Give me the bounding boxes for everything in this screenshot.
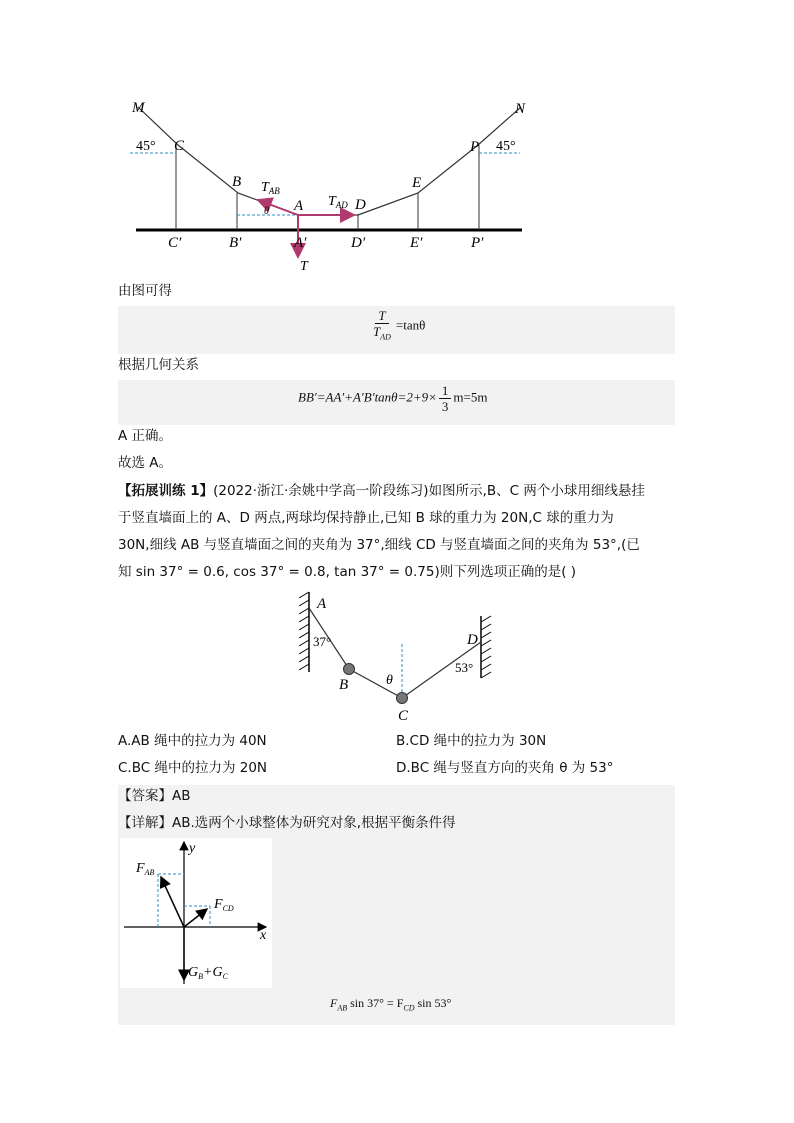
fig3-label-fcd: $F_{CD}$ — [214, 897, 234, 913]
option-c[interactable]: C.BC 绳中的拉力为 20N — [118, 760, 268, 776]
fig2-theta: θ — [386, 673, 393, 688]
problem-line-3: 30N,细线 AB 与竖直墙面之间的夹角为 37°,细线 CD 与竖直墙面之间的夹角为 53°,(已 — [118, 537, 640, 553]
label-D: D — [355, 197, 366, 213]
equation-force-balance: $F_{AB}$ $\sin 37^\circ = F_{CD}$ sin 53° — [330, 996, 452, 1013]
fig2-label-C: C — [398, 708, 409, 724]
detail-text: 【详解】AB.选两个小球整体为研究对象,根据平衡条件得 — [118, 815, 456, 831]
fig3-label-y: y — [189, 841, 196, 856]
text-choose-a: 故选 A。 — [118, 455, 173, 471]
fig2-angle-53: 53° — [455, 660, 474, 675]
fig3-label-x: x — [260, 928, 267, 943]
label-P: P — [470, 139, 480, 155]
label-A: A — [294, 198, 304, 214]
text-a-correct: A 正确。 — [118, 428, 173, 444]
label-Cp: C′ — [168, 235, 182, 251]
label-Pp: P′ — [471, 235, 484, 251]
fig3-label-g: $G_B+G_C$ — [188, 965, 228, 981]
figure-force-diagram — [120, 838, 272, 988]
fig3-label-fab: $F_{AB}$ — [136, 861, 155, 877]
angle-left-45: 45° — [136, 139, 156, 154]
text-from-figure: 由图可得 — [118, 283, 172, 299]
label-theta: θ — [264, 206, 269, 217]
label-C: C — [174, 138, 185, 154]
equation-tension-ratio: $\frac{T}{T_{AD}}$ =tanθ — [373, 308, 426, 342]
problem-line-4: 知 sin 37° = 0.6, cos 37° = 0.8, tan 37° = 0.75)则下列选项正确的是( ) — [118, 564, 577, 580]
label-Ap: A′ — [294, 235, 307, 251]
angle-right-45: 45° — [496, 139, 516, 154]
label-t: T — [300, 259, 308, 274]
label-Bp: B′ — [229, 235, 242, 251]
answer-text: 【答案】AB — [118, 788, 191, 804]
label-E: E — [412, 175, 422, 191]
fig2-label-D: D — [467, 632, 478, 648]
option-b[interactable]: B.CD 绳中的拉力为 30N — [396, 733, 547, 749]
figure-two-balls — [295, 588, 505, 728]
fig2-label-B: B — [339, 677, 349, 693]
problem-line-2: 于竖直墙面上的 A、D 两点,两球均保持静止,已知 B 球的重力为 20N,C 球的重力为 — [118, 510, 614, 526]
figure-rope-diagram — [118, 95, 538, 275]
problem-line-1: 【拓展训练 1】(2022·浙江·余姚中学高一阶段练习)如图所示,B、C 两个小球用细线悬挂 — [118, 483, 645, 499]
label-tad: $T_{AD}$ — [328, 194, 348, 210]
option-d[interactable]: D.BC 绳与竖直方向的夹角 θ 为 53° — [396, 760, 614, 776]
label-M: M — [132, 100, 145, 116]
option-a[interactable]: A.AB 绳中的拉力为 40N — [118, 733, 267, 749]
label-Dp: D′ — [351, 235, 366, 251]
label-tab: $T_{AB}$ — [261, 180, 280, 196]
equation-bb: BB′=AA′+A′B′tanθ=2+9× $\frac{1}{3}$ m=5m — [298, 383, 488, 414]
label-Ep: E′ — [410, 235, 423, 251]
fig2-label-A: A — [317, 596, 327, 612]
fig2-angle-37: 37° — [313, 634, 332, 649]
label-N: N — [515, 101, 526, 117]
text-geometry: 根据几何关系 — [118, 357, 199, 373]
label-B: B — [232, 174, 242, 190]
